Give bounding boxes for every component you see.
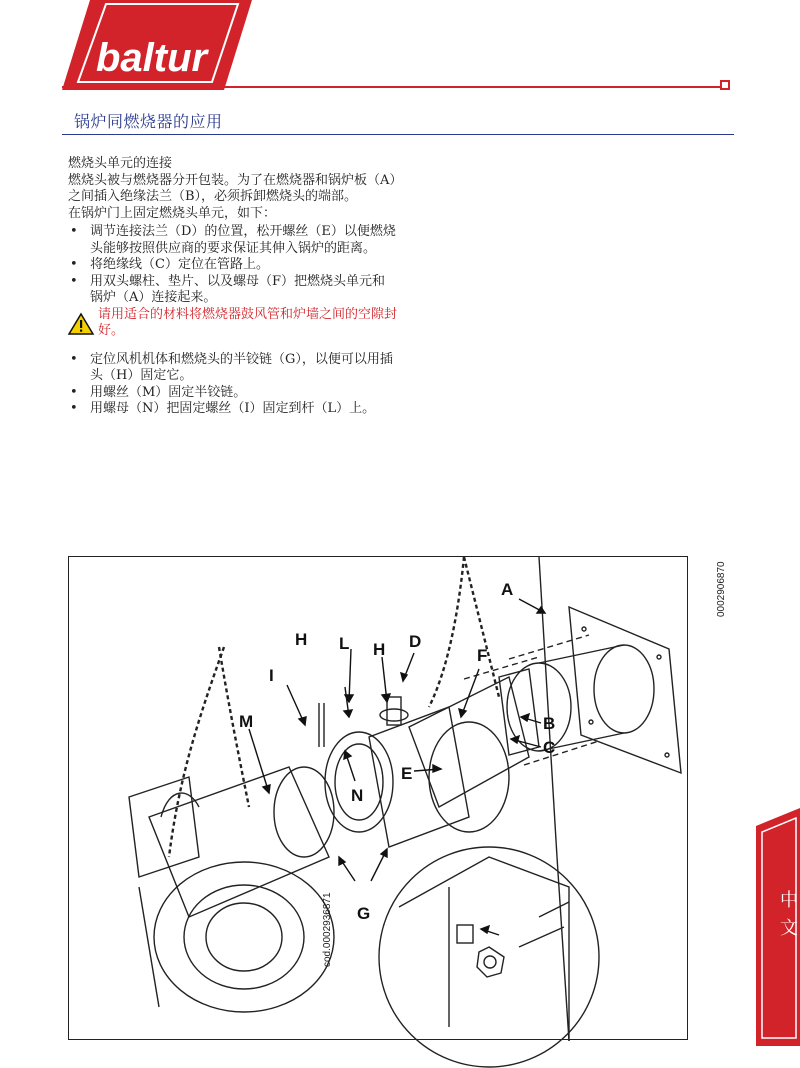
header-rule: [62, 86, 722, 88]
callout-label: F: [477, 646, 488, 665]
callout-label: N: [351, 786, 364, 805]
list-item: • 用螺丝（M）固定半铰链。: [68, 385, 398, 402]
instructions-column: [68, 156, 398, 418]
callout-label: G: [357, 904, 371, 923]
list-item: • 用双头螺柱、垫片、以及螺母（F）把燃烧头单元和锅炉（A）连接起来。: [68, 274, 398, 307]
callout-label: L: [339, 634, 350, 653]
intro-heading: 燃烧头单元的连接: [68, 156, 173, 171]
intro-paragraph-2: 在锅炉门上固定燃烧头单元，如下：: [68, 205, 277, 221]
callout-label: M: [239, 712, 254, 731]
callout-label: E: [401, 764, 413, 783]
warning-note: [68, 307, 398, 340]
callout-label: D: [409, 632, 422, 651]
burner-assembly-drawing: [69, 557, 727, 1041]
callout-label: H: [295, 630, 308, 649]
language-tab-label: 中文: [777, 890, 798, 946]
callout-label: H: [373, 640, 386, 659]
list-item: • 将绝缘线（C）定位在管路上。: [68, 257, 398, 274]
intro-paragraph: 燃烧头被与燃烧器分开包装。为了在燃烧器和锅炉板（A）之间插入绝缘法兰（B），必须拆卸燃烧头的端部。: [68, 172, 396, 204]
warning-text: 请用适合的材料将燃烧器鼓风管和炉墙之间的空隙封好。: [98, 306, 398, 338]
page-title: 锅炉同燃烧器的应用: [74, 112, 223, 131]
callout-label: A: [501, 580, 514, 599]
logo-text: baltur: [96, 36, 208, 80]
callout-label: B: [543, 714, 556, 733]
figure-code-top: 0002906870: [716, 561, 727, 617]
baltur-logo: [62, 0, 252, 90]
list-item: • 用螺母（N）把固定螺丝（I）固定到杆（L）上。: [68, 401, 398, 418]
burner-assembly-figure: [68, 556, 727, 1040]
warning-triangle-icon: [68, 313, 94, 335]
list-item: • 定位风机机体和燃烧头的半铰链（G），以便可以用插头（H）固定它。: [68, 352, 398, 385]
section-rule: [62, 134, 734, 135]
callout-label: C: [543, 738, 556, 757]
header-square: [720, 80, 730, 90]
callout-label: I: [269, 666, 274, 685]
list-item: • 调节连接法兰（D）的位置，松开螺丝（E）以便燃烧头能够按照供应商的要求保证其伸入锅炉的距离。: [68, 224, 398, 257]
figure-code-side: cod.0002936871: [322, 892, 333, 967]
